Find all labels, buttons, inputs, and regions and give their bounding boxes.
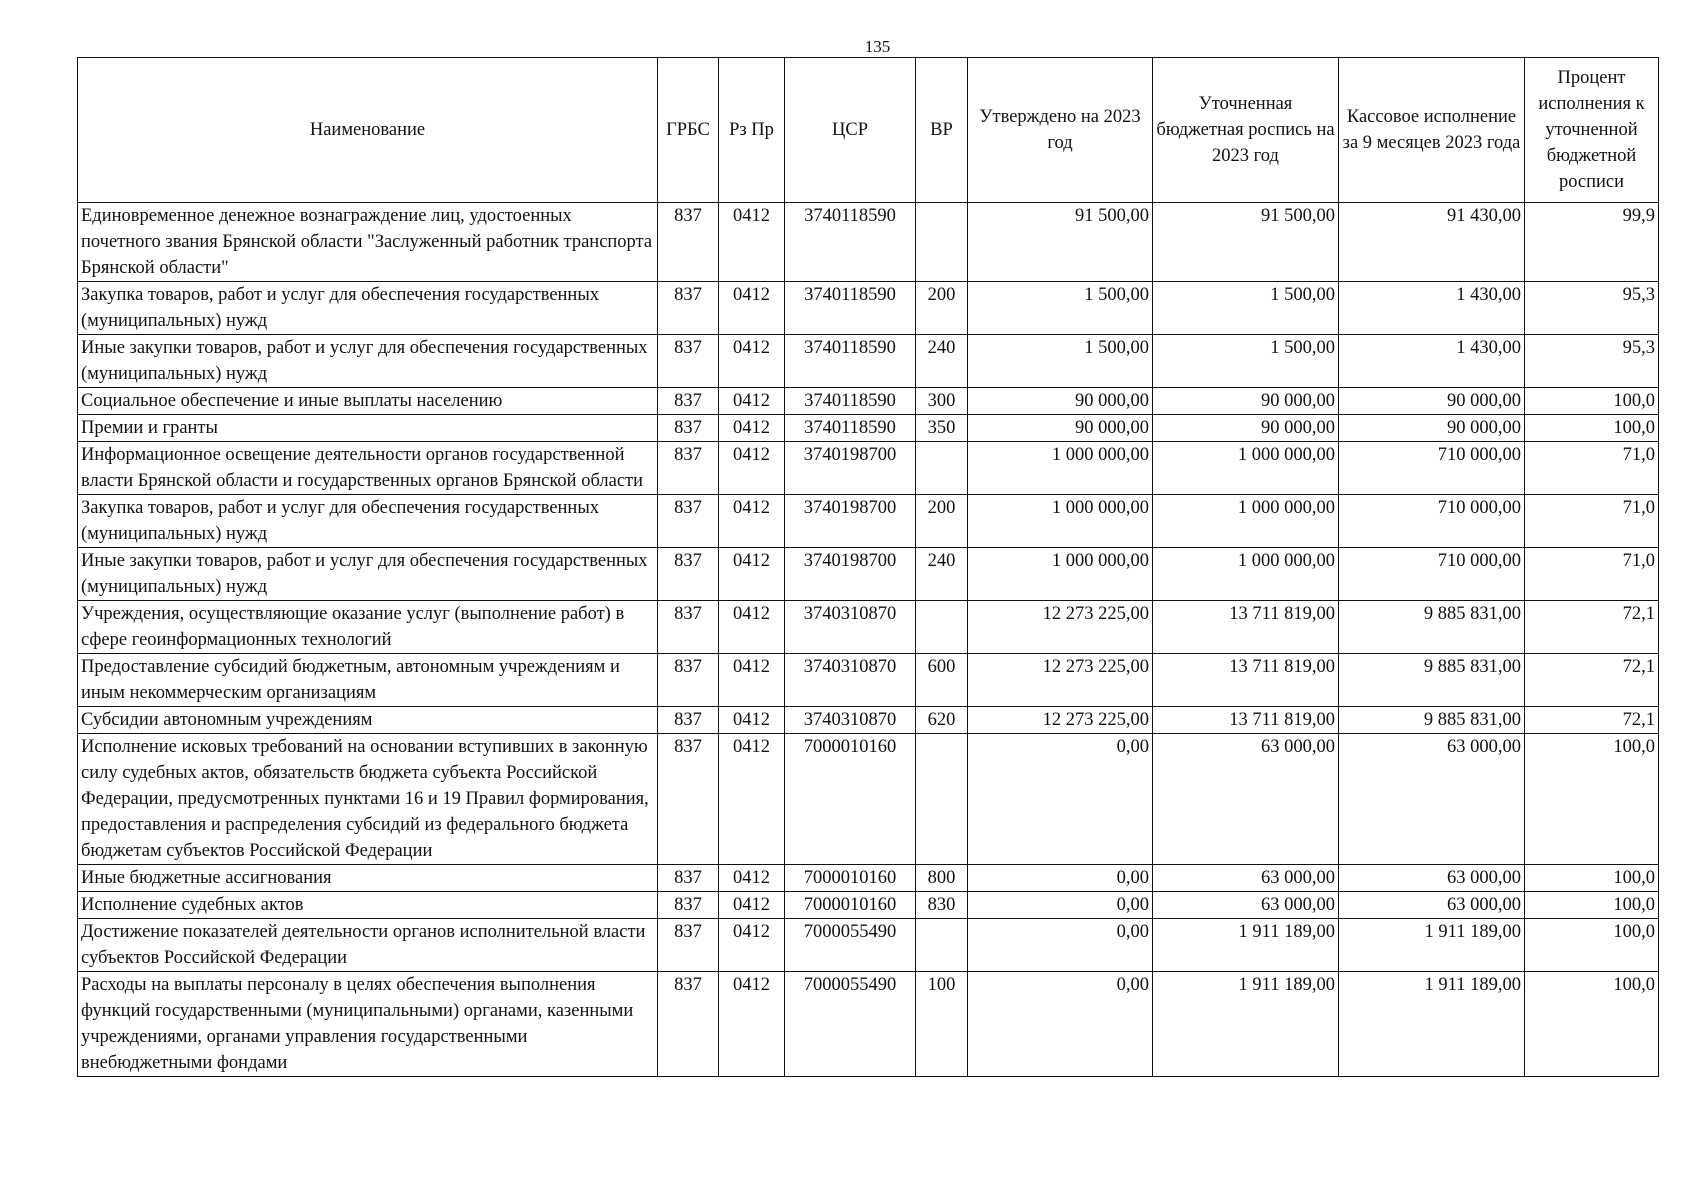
cell-approved: 0,00 (968, 919, 1153, 972)
cell-csr: 3740118590 (785, 282, 916, 335)
cell-approved: 90 000,00 (968, 388, 1153, 415)
cell-approved: 1 000 000,00 (968, 548, 1153, 601)
cell-vr (916, 203, 968, 282)
cell-rzpr: 0412 (719, 601, 785, 654)
cell-csr: 3740310870 (785, 601, 916, 654)
cell-refined: 90 000,00 (1153, 415, 1339, 442)
cell-cash: 710 000,00 (1339, 442, 1525, 495)
cell-approved: 0,00 (968, 865, 1153, 892)
cell-grbs: 837 (658, 335, 719, 388)
cell-rzpr: 0412 (719, 442, 785, 495)
table-row (78, 203, 1659, 282)
cell-name: Закупка товаров, работ и услуг для обеспечения государственных (муниципальных) нужд (78, 282, 658, 335)
cell-percent: 99,9 (1525, 203, 1659, 282)
cell-grbs: 837 (658, 734, 719, 865)
header-csr: ЦСР (785, 58, 916, 203)
cell-cash: 90 000,00 (1339, 388, 1525, 415)
table-row (78, 388, 1659, 415)
table-row (78, 972, 1659, 1077)
cell-approved: 0,00 (968, 972, 1153, 1077)
cell-grbs: 837 (658, 865, 719, 892)
cell-percent: 100,0 (1525, 734, 1659, 865)
cell-name: Информационное освещение деятельности органов государственной власти Брянской области и государственных органов Брянской области (78, 442, 658, 495)
cell-cash: 63 000,00 (1339, 865, 1525, 892)
cell-percent: 100,0 (1525, 415, 1659, 442)
cell-name: Исполнение судебных актов (78, 892, 658, 919)
cell-cash: 710 000,00 (1339, 548, 1525, 601)
cell-cash: 1 911 189,00 (1339, 972, 1525, 1077)
cell-percent: 100,0 (1525, 892, 1659, 919)
cell-csr: 3740198700 (785, 548, 916, 601)
cell-refined: 13 711 819,00 (1153, 707, 1339, 734)
header-row (78, 58, 1659, 203)
cell-vr: 100 (916, 972, 968, 1077)
cell-percent: 71,0 (1525, 495, 1659, 548)
table-row (78, 415, 1659, 442)
cell-cash: 63 000,00 (1339, 734, 1525, 865)
cell-rzpr: 0412 (719, 919, 785, 972)
cell-rzpr: 0412 (719, 707, 785, 734)
cell-percent: 100,0 (1525, 865, 1659, 892)
cell-name: Иные закупки товаров, работ и услуг для обеспечения государственных (муниципальных) нужд (78, 548, 658, 601)
cell-approved: 12 273 225,00 (968, 654, 1153, 707)
cell-refined: 1 000 000,00 (1153, 548, 1339, 601)
cell-rzpr: 0412 (719, 865, 785, 892)
table-row (78, 601, 1659, 654)
table-row (78, 442, 1659, 495)
table-row (78, 865, 1659, 892)
cell-percent: 100,0 (1525, 972, 1659, 1077)
cell-csr: 3740198700 (785, 495, 916, 548)
cell-approved: 1 500,00 (968, 335, 1153, 388)
cell-vr: 600 (916, 654, 968, 707)
cell-percent: 100,0 (1525, 388, 1659, 415)
cell-refined: 1 500,00 (1153, 335, 1339, 388)
cell-vr: 800 (916, 865, 968, 892)
cell-vr: 200 (916, 282, 968, 335)
cell-grbs: 837 (658, 707, 719, 734)
cell-grbs: 837 (658, 442, 719, 495)
cell-rzpr: 0412 (719, 548, 785, 601)
cell-rzpr: 0412 (719, 892, 785, 919)
cell-rzpr: 0412 (719, 734, 785, 865)
cell-vr: 200 (916, 495, 968, 548)
header-approved: Утверждено на 2023 год (968, 58, 1153, 203)
cell-approved: 90 000,00 (968, 415, 1153, 442)
cell-refined: 1 500,00 (1153, 282, 1339, 335)
cell-rzpr: 0412 (719, 282, 785, 335)
cell-rzpr: 0412 (719, 654, 785, 707)
cell-grbs: 837 (658, 919, 719, 972)
cell-refined: 90 000,00 (1153, 388, 1339, 415)
cell-csr: 3740310870 (785, 707, 916, 734)
cell-name: Единовременное денежное вознаграждение лиц, удостоенных почетного звания Брянской области "Заслуженный работник транспорта Брянской области" (78, 203, 658, 282)
table-row (78, 919, 1659, 972)
cell-percent: 71,0 (1525, 548, 1659, 601)
header-percent: Процент исполнения к уточненной бюджетной росписи (1525, 58, 1659, 203)
cell-name: Иные бюджетные ассигнования (78, 865, 658, 892)
cell-approved: 1 500,00 (968, 282, 1153, 335)
cell-csr: 3740118590 (785, 203, 916, 282)
cell-name: Достижение показателей деятельности органов исполнительной власти субъектов Российской Федерации (78, 919, 658, 972)
budget-table (77, 57, 1659, 1077)
cell-approved: 0,00 (968, 734, 1153, 865)
header-rzpr: Рз Пр (719, 58, 785, 203)
cell-name: Расходы на выплаты персоналу в целях обеспечения выполнения функций государственными (муниципальными) органами, казенными учреждениями, органами управления государственными внебюджетными фондами (78, 972, 658, 1077)
cell-grbs: 837 (658, 203, 719, 282)
page-number: 135 (864, 37, 891, 56)
cell-vr (916, 734, 968, 865)
cell-cash: 91 430,00 (1339, 203, 1525, 282)
cell-refined: 13 711 819,00 (1153, 601, 1339, 654)
cell-percent: 71,0 (1525, 442, 1659, 495)
cell-csr: 7000010160 (785, 734, 916, 865)
cell-refined: 1 911 189,00 (1153, 919, 1339, 972)
cell-percent: 100,0 (1525, 919, 1659, 972)
cell-cash: 63 000,00 (1339, 892, 1525, 919)
cell-percent: 95,3 (1525, 335, 1659, 388)
cell-refined: 1 000 000,00 (1153, 442, 1339, 495)
cell-approved: 12 273 225,00 (968, 707, 1153, 734)
cell-cash: 90 000,00 (1339, 415, 1525, 442)
cell-percent: 72,1 (1525, 707, 1659, 734)
cell-grbs: 837 (658, 601, 719, 654)
cell-csr: 3740198700 (785, 442, 916, 495)
cell-rzpr: 0412 (719, 495, 785, 548)
cell-rzpr: 0412 (719, 388, 785, 415)
cell-vr (916, 442, 968, 495)
cell-name: Учреждения, осуществляющие оказание услуг (выполнение работ) в сфере геоинформационных технологий (78, 601, 658, 654)
cell-grbs: 837 (658, 548, 719, 601)
cell-name: Исполнение исковых требований на основании вступивших в законную силу судебных актов, обязательств бюджета субъекта Российской Федерации, предусмотренных пунктами 16 и 19 Правил формирования, предоставления и распределения субсидий из федерального бюджета бюджетам субъектов Российской Федерации (78, 734, 658, 865)
cell-refined: 1 000 000,00 (1153, 495, 1339, 548)
cell-name: Предоставление субсидий бюджетным, автономным учреждениям и иным некоммерческим организациям (78, 654, 658, 707)
cell-csr: 7000010160 (785, 865, 916, 892)
cell-refined: 13 711 819,00 (1153, 654, 1339, 707)
table-row (78, 707, 1659, 734)
header-vr: ВР (916, 58, 968, 203)
header-cash: Кассовое исполнение за 9 месяцев 2023 года (1339, 58, 1525, 203)
cell-approved: 12 273 225,00 (968, 601, 1153, 654)
cell-cash: 9 885 831,00 (1339, 601, 1525, 654)
cell-rzpr: 0412 (719, 203, 785, 282)
cell-csr: 3740118590 (785, 415, 916, 442)
cell-grbs: 837 (658, 892, 719, 919)
table-row (78, 654, 1659, 707)
cell-approved: 1 000 000,00 (968, 495, 1153, 548)
cell-refined: 63 000,00 (1153, 892, 1339, 919)
cell-rzpr: 0412 (719, 415, 785, 442)
table-row (78, 734, 1659, 865)
cell-vr (916, 919, 968, 972)
header-refined: Уточненная бюджетная роспись на 2023 год (1153, 58, 1339, 203)
cell-cash: 710 000,00 (1339, 495, 1525, 548)
cell-csr: 7000010160 (785, 892, 916, 919)
table-row (78, 495, 1659, 548)
table-row (78, 282, 1659, 335)
cell-vr (916, 601, 968, 654)
cell-csr: 7000055490 (785, 919, 916, 972)
cell-cash: 9 885 831,00 (1339, 654, 1525, 707)
cell-approved: 1 000 000,00 (968, 442, 1153, 495)
cell-vr: 240 (916, 548, 968, 601)
cell-refined: 91 500,00 (1153, 203, 1339, 282)
table-row (78, 548, 1659, 601)
cell-name: Премии и гранты (78, 415, 658, 442)
cell-name: Субсидии автономным учреждениям (78, 707, 658, 734)
cell-csr: 3740118590 (785, 388, 916, 415)
table-row (78, 335, 1659, 388)
cell-csr: 3740118590 (785, 335, 916, 388)
cell-grbs: 837 (658, 495, 719, 548)
cell-csr: 7000055490 (785, 972, 916, 1077)
cell-vr: 240 (916, 335, 968, 388)
cell-grbs: 837 (658, 654, 719, 707)
cell-vr: 300 (916, 388, 968, 415)
table-row (78, 892, 1659, 919)
cell-vr: 620 (916, 707, 968, 734)
cell-grbs: 837 (658, 415, 719, 442)
cell-refined: 1 911 189,00 (1153, 972, 1339, 1077)
cell-percent: 72,1 (1525, 654, 1659, 707)
cell-percent: 72,1 (1525, 601, 1659, 654)
cell-vr: 830 (916, 892, 968, 919)
cell-rzpr: 0412 (719, 972, 785, 1077)
cell-grbs: 837 (658, 388, 719, 415)
cell-vr: 350 (916, 415, 968, 442)
cell-name: Иные закупки товаров, работ и услуг для обеспечения государственных (муниципальных) нужд (78, 335, 658, 388)
cell-grbs: 837 (658, 282, 719, 335)
cell-csr: 3740310870 (785, 654, 916, 707)
cell-name: Социальное обеспечение и иные выплаты населению (78, 388, 658, 415)
cell-cash: 9 885 831,00 (1339, 707, 1525, 734)
cell-approved: 0,00 (968, 892, 1153, 919)
cell-cash: 1 430,00 (1339, 282, 1525, 335)
header-grbs: ГРБС (658, 58, 719, 203)
cell-cash: 1 911 189,00 (1339, 919, 1525, 972)
cell-name: Закупка товаров, работ и услуг для обеспечения государственных (муниципальных) нужд (78, 495, 658, 548)
cell-percent: 95,3 (1525, 282, 1659, 335)
cell-approved: 91 500,00 (968, 203, 1153, 282)
cell-grbs: 837 (658, 972, 719, 1077)
header-name: Наименование (78, 58, 658, 203)
cell-rzpr: 0412 (719, 335, 785, 388)
cell-refined: 63 000,00 (1153, 734, 1339, 865)
cell-cash: 1 430,00 (1339, 335, 1525, 388)
cell-refined: 63 000,00 (1153, 865, 1339, 892)
